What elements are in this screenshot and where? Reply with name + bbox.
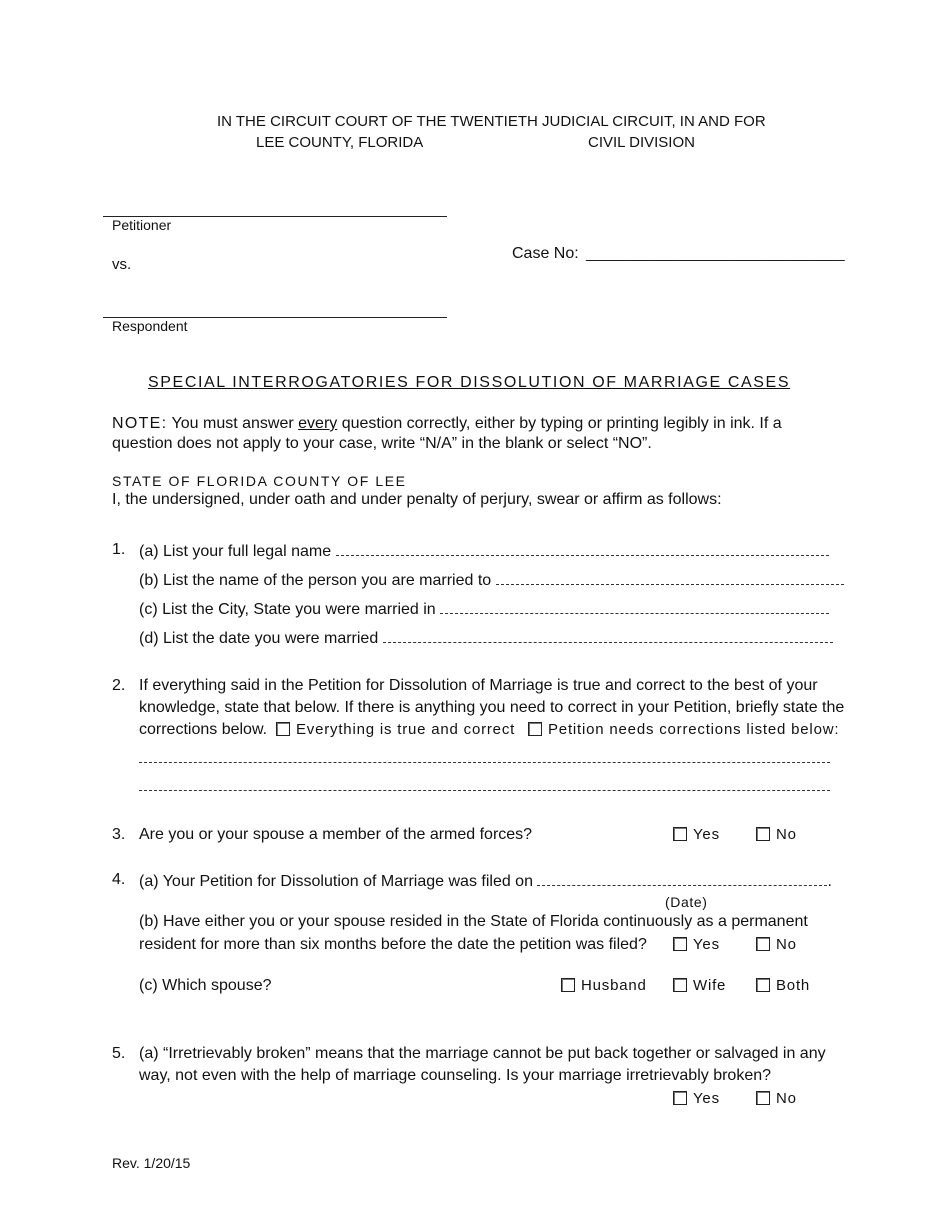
q3-yes-label: Yes xyxy=(693,826,720,843)
q3-no[interactable] xyxy=(756,826,797,843)
oath-line: I, the undersigned, under oath and under penalty of perjury, swear or affirm as follows: xyxy=(112,491,722,508)
note-emphasis: every xyxy=(298,415,338,432)
q2-option-true-label: Everything is true and correct xyxy=(296,721,516,738)
revision-label: Rev. 1/20/15 xyxy=(112,1155,191,1171)
q1a-row xyxy=(139,541,829,561)
q1b-input[interactable] xyxy=(496,570,844,585)
q2-option-true[interactable] xyxy=(276,721,515,738)
q3-no-label: No xyxy=(776,826,797,843)
checkbox-q4b-no[interactable] xyxy=(756,937,770,951)
q4a-date-input[interactable] xyxy=(537,871,827,886)
petitioner-label: Petitioner xyxy=(112,217,172,233)
q4a-label: (a) Your Petition for Dissolution of Marriage was filed on xyxy=(139,873,533,890)
checkbox-q3-no[interactable] xyxy=(756,827,770,841)
q4c-both-label: Both xyxy=(776,977,811,994)
checkbox-q4c-wife[interactable] xyxy=(673,978,687,992)
q1-number: 1. xyxy=(112,541,126,558)
q1b-label: (b) List the name of the person you are married to xyxy=(139,572,492,589)
note-text-before: You must answer xyxy=(171,415,294,432)
q5-yes-label: Yes xyxy=(693,1090,720,1107)
note-text-after: question correctly, either by typing or printing legibly in ink. If a xyxy=(341,415,782,432)
q1d-input[interactable] xyxy=(383,628,833,643)
q1d-label: (d) List the date you were married xyxy=(139,630,379,647)
q2-line-1: If everything said in the Petition for Dissolution of Marriage is true and correct to the best of your xyxy=(139,677,818,694)
q3-text: Are you or your spouse a member of the armed forces? xyxy=(139,826,533,843)
checkbox-needs-corrections[interactable] xyxy=(528,722,542,736)
page-title: SPECIAL INTERROGATORIES FOR DISSOLUTION OF MARRIAGE CASES xyxy=(148,374,791,391)
respondent-label: Respondent xyxy=(112,318,188,334)
q4c-husband[interactable] xyxy=(561,977,647,994)
note-line-1 xyxy=(112,415,782,433)
county-heading: LEE COUNTY, FLORIDA xyxy=(256,134,424,151)
q4b-no[interactable] xyxy=(756,936,797,953)
checkbox-q4c-both[interactable] xyxy=(756,978,770,992)
q5-no[interactable] xyxy=(756,1090,797,1107)
q1c-input[interactable] xyxy=(440,599,829,614)
q4a-date-caption: (Date) xyxy=(665,894,708,910)
q1c-row xyxy=(139,599,829,619)
q4b-line-2: resident for more than six months before the date the petition was filed? xyxy=(139,936,647,953)
q2-option-corrections[interactable] xyxy=(528,721,839,738)
q2-corrections-line-2[interactable] xyxy=(139,790,830,791)
note-label: NOTE: xyxy=(112,415,168,432)
q2-line-3: corrections below. xyxy=(139,721,268,738)
q4b-no-label: No xyxy=(776,936,797,953)
q1a-label: (a) List your full legal name xyxy=(139,543,332,560)
q5a-line-2: way, not even with the help of marriage counseling. Is your marriage irretrievably broken? xyxy=(139,1067,772,1084)
q1d-row xyxy=(139,628,833,648)
q2-corrections-line-1[interactable] xyxy=(139,762,830,763)
checkbox-q4c-husband[interactable] xyxy=(561,978,575,992)
q5-yes[interactable] xyxy=(673,1090,720,1107)
q1a-input[interactable] xyxy=(336,541,829,556)
q3-number: 3. xyxy=(112,826,126,843)
checkbox-q5-yes[interactable] xyxy=(673,1091,687,1105)
court-heading: IN THE CIRCUIT COURT OF THE TWENTIETH JUDICIAL CIRCUIT, IN AND FOR xyxy=(217,113,766,130)
q4c-wife-label: Wife xyxy=(693,977,727,994)
checkbox-q4b-yes[interactable] xyxy=(673,937,687,951)
q4c-label: (c) Which spouse? xyxy=(139,977,272,994)
q5a-line-1: (a) “Irretrievably broken” means that the marriage cannot be put back together or salvaged in any xyxy=(139,1045,826,1062)
q2-line-2: knowledge, state that below. If there is anything you need to correct in your Petition, briefly state the xyxy=(139,699,845,716)
q4c-both[interactable] xyxy=(756,977,810,994)
checkbox-q3-yes[interactable] xyxy=(673,827,687,841)
q4b-line-1: (b) Have either you or your spouse resided in the State of Florida continuously as a permanent xyxy=(139,913,808,930)
case-no-field[interactable]: _______________________________ xyxy=(586,245,845,262)
q5-no-label: No xyxy=(776,1090,797,1107)
state-county-line: STATE OF FLORIDA COUNTY OF LEE xyxy=(112,473,407,489)
q3-yes[interactable] xyxy=(673,826,720,843)
vs-label: vs. xyxy=(112,256,132,273)
checkbox-everything-true[interactable] xyxy=(276,722,290,736)
q4a-end: . xyxy=(827,873,832,890)
checkbox-q5-no[interactable] xyxy=(756,1091,770,1105)
q5-number: 5. xyxy=(112,1045,126,1062)
q2-option-corrections-label: Petition needs corrections listed below: xyxy=(548,721,840,738)
q4-number: 4. xyxy=(112,871,126,888)
q4c-wife[interactable] xyxy=(673,977,726,994)
division-heading: CIVIL DIVISION xyxy=(588,134,695,151)
q4c-husband-label: Husband xyxy=(581,977,647,994)
q2-number: 2. xyxy=(112,677,126,694)
q1b-row xyxy=(139,570,844,590)
case-no-label: Case No: xyxy=(512,245,579,262)
q1c-label: (c) List the City, State you were married in xyxy=(139,601,436,618)
note-line-2: question does not apply to your case, write “N/A” in the blank or select “NO”. xyxy=(112,435,652,452)
q4a-row xyxy=(139,871,832,891)
q4b-yes[interactable] xyxy=(673,936,720,953)
q4b-yes-label: Yes xyxy=(693,936,720,953)
